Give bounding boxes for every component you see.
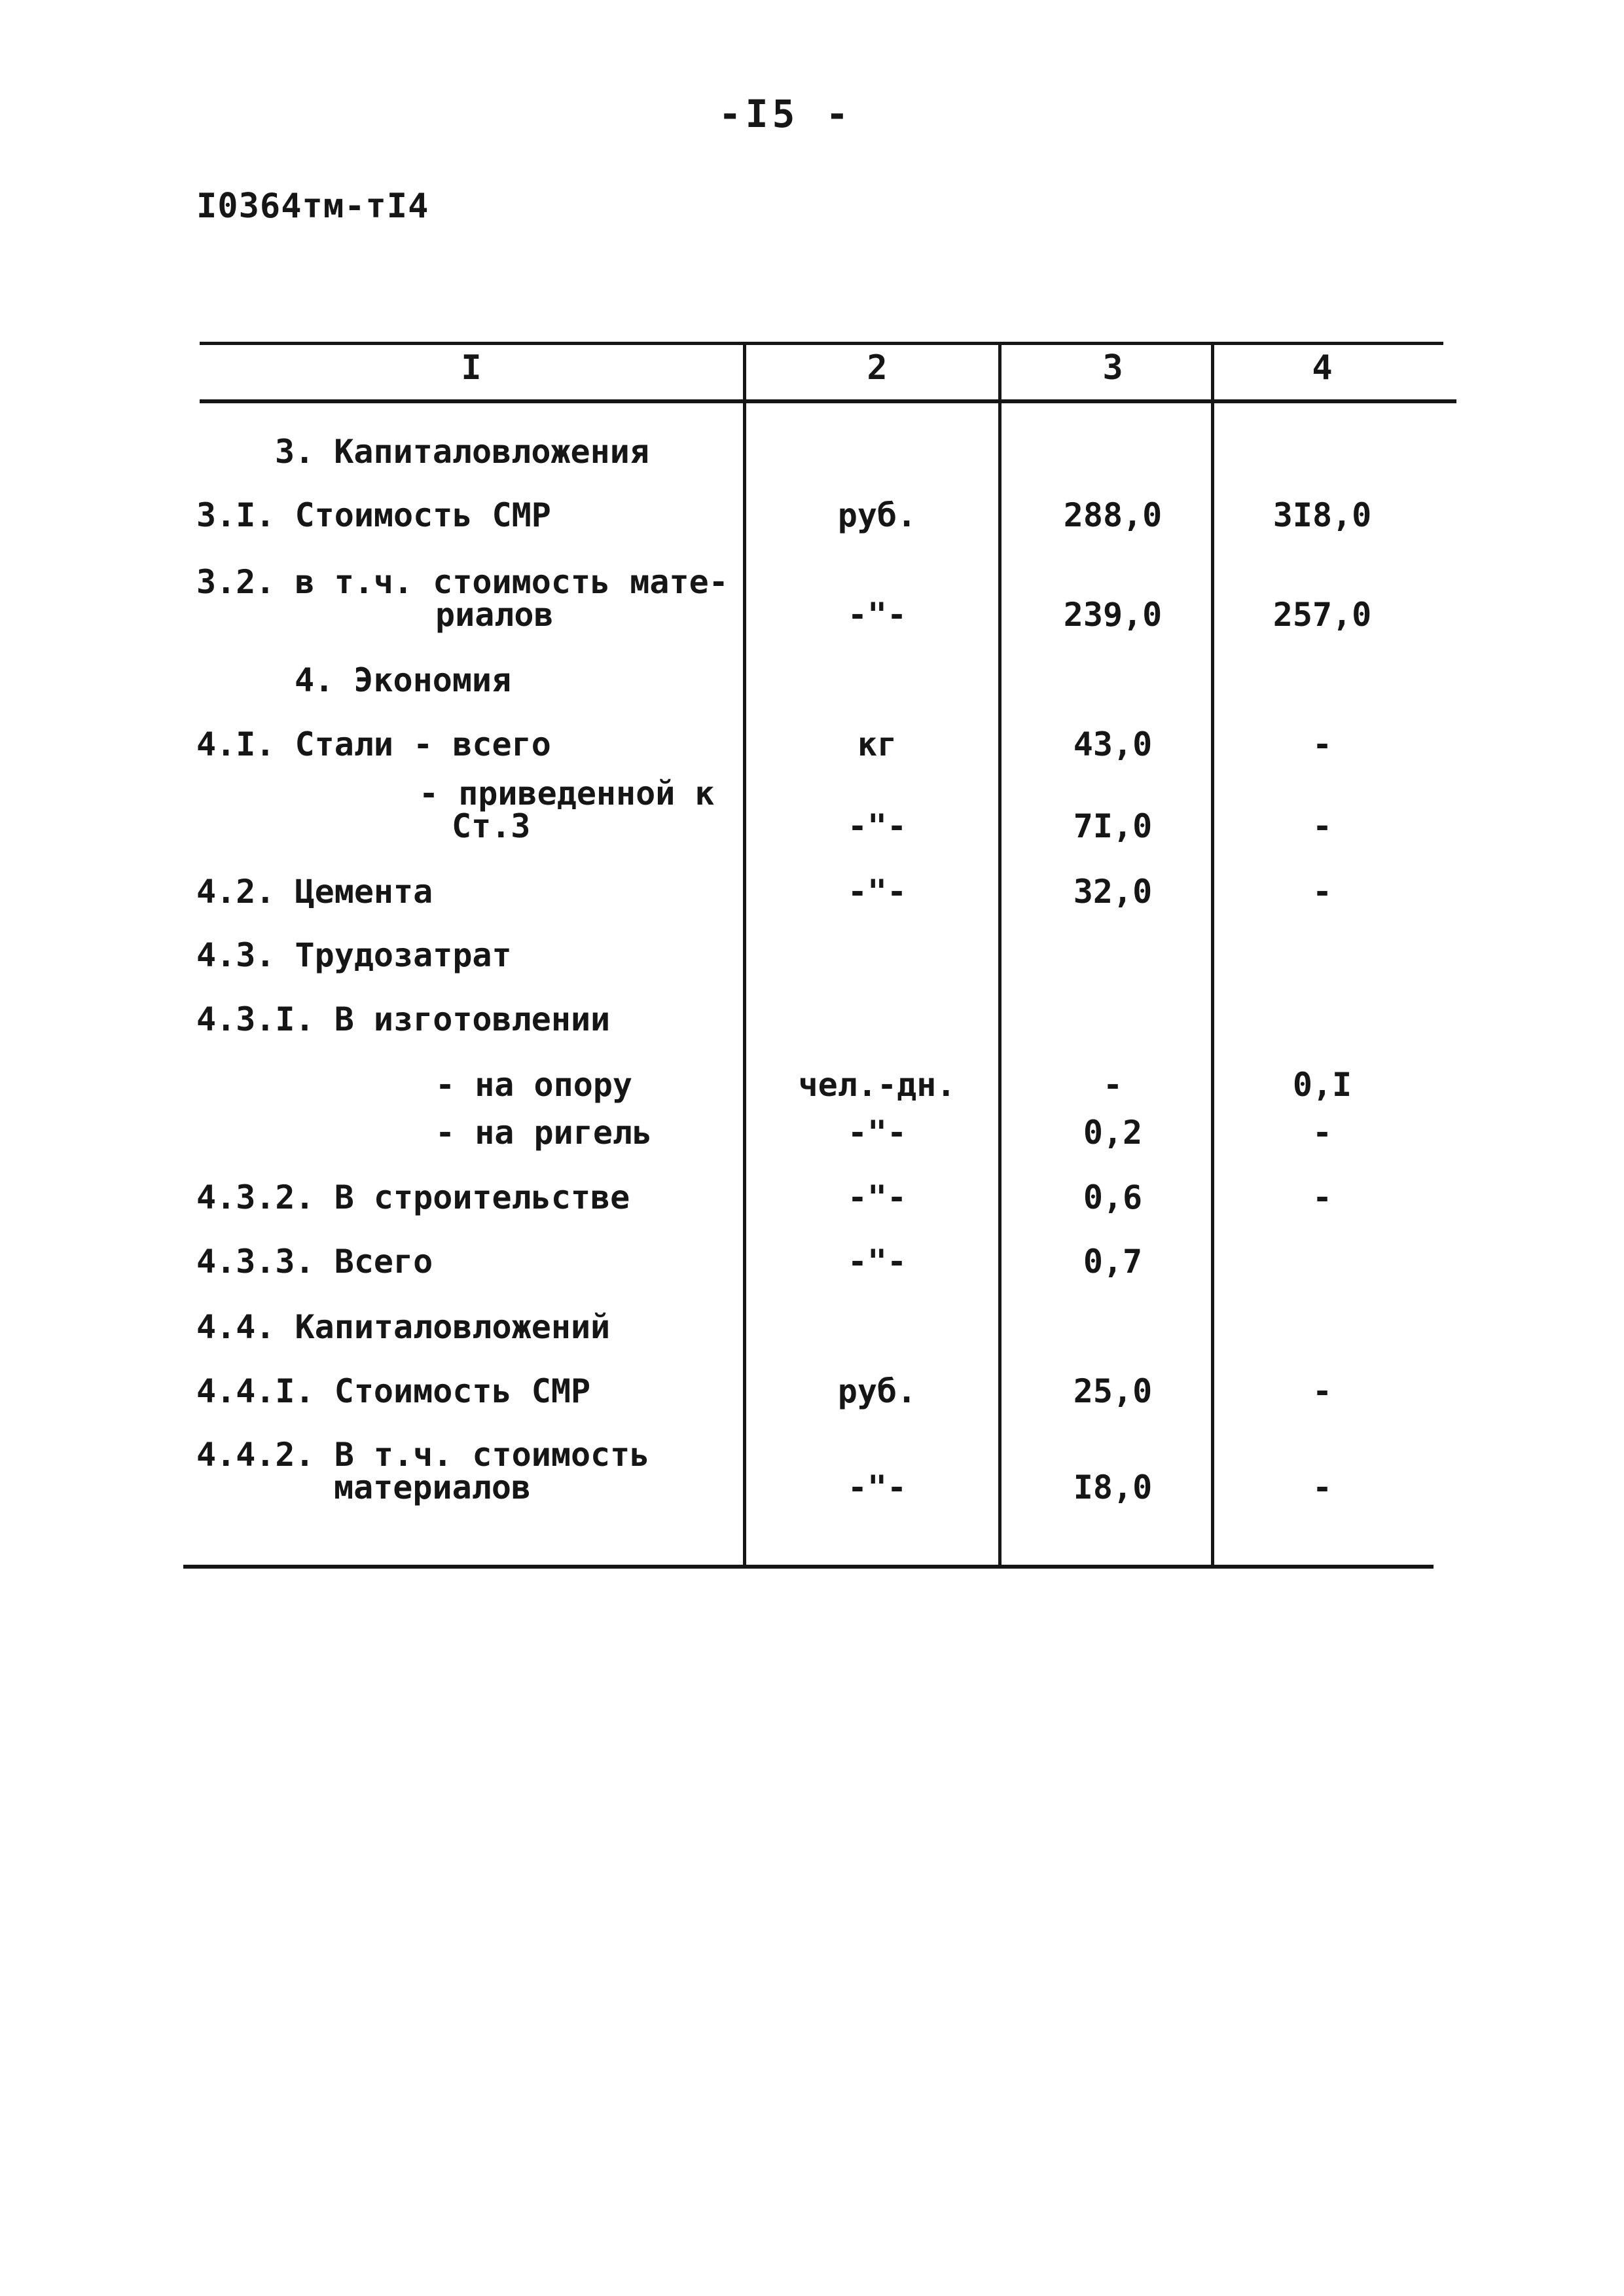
table-cell-value-3: 239,0	[1063, 596, 1163, 634]
table-row-label: 4.2. Цемента	[196, 873, 433, 911]
table-row-label: 3.I. Стоимость СМР	[196, 496, 551, 534]
table-row-label: - на ригель	[435, 1114, 653, 1152]
table-row-label: 4.3.3. Всего	[196, 1243, 433, 1281]
table-cell-value-3: 288,0	[1063, 496, 1163, 534]
table-row-label: 4.3.I. В изготовлении	[196, 1000, 611, 1038]
table-cell-value-4: -	[1312, 807, 1333, 845]
table-row-label: - на опору	[435, 1066, 633, 1104]
table-row-label: 3. Капиталовложения	[275, 433, 649, 471]
table-cell-unit: чел.-дн.	[798, 1066, 956, 1104]
page-number: -I5 -	[718, 92, 853, 136]
document-code: I0364тм-тI4	[196, 187, 429, 226]
table-cell-value-4: 3I8,0	[1272, 496, 1372, 534]
table-row-label: 4. Экономия	[295, 661, 512, 699]
table-cell-value-4: -	[1312, 1372, 1333, 1410]
table-row-label: 4.4.I. Стоимость СМР	[196, 1372, 591, 1410]
table-cell-unit: руб.	[837, 1372, 917, 1410]
table-cell-unit: -"-	[847, 1178, 907, 1216]
table-cell-value-4: -	[1312, 1468, 1333, 1506]
table-cell-value-4: -	[1312, 873, 1333, 911]
table-cell-value-3: 0,2	[1083, 1114, 1143, 1152]
table-cell-unit: -"-	[847, 1468, 907, 1506]
table-cell-unit: кг	[857, 725, 897, 763]
table-cell-value-3: 25,0	[1073, 1372, 1153, 1410]
table-cell-unit: -"-	[847, 807, 907, 845]
table-row-label: 3.2. в т.ч. стоимость мате-	[196, 563, 729, 601]
table-cell-value-4: 0,I	[1292, 1066, 1352, 1104]
header-col-4: 4	[1312, 348, 1333, 388]
table-row-label: 4.4. Капиталовложений	[196, 1308, 611, 1346]
table-bottom-rule	[183, 1565, 1434, 1569]
table-cell-unit: руб.	[837, 496, 917, 534]
table-top-rule	[200, 342, 1443, 345]
table-row-label: - приведенной к	[419, 774, 715, 812]
table-cell-value-3: 43,0	[1073, 725, 1153, 763]
table-cell-value-3: 0,7	[1083, 1243, 1143, 1281]
table-cell-value-4: 257,0	[1272, 596, 1372, 634]
table-row-label: 4.4.2. В т.ч. стоимость	[196, 1436, 650, 1474]
table-cell-value-4: -	[1312, 1114, 1333, 1152]
table-row-label-cont: материалов	[334, 1468, 532, 1506]
table-cell-value-3: -	[1102, 1066, 1123, 1104]
table-row-label: 4.3. Трудозатрат	[196, 936, 512, 974]
table-cell-value-3: 32,0	[1073, 873, 1153, 911]
table-row-label-cont: Ст.3	[452, 807, 531, 845]
table-cell-unit: -"-	[847, 1243, 907, 1281]
table-header-rule	[200, 399, 1456, 403]
table-row-label: 4.I. Стали - всего	[196, 725, 551, 763]
table-cell-value-4: -	[1312, 1178, 1333, 1216]
table-cell-value-3: 0,6	[1083, 1178, 1143, 1216]
table-cell-unit: -"-	[847, 1114, 907, 1152]
header-col-1: I	[461, 348, 482, 388]
header-col-2: 2	[867, 348, 888, 388]
table-cell-value-3: I8,0	[1073, 1468, 1153, 1506]
table-cell-unit: -"-	[847, 596, 907, 634]
table-row-label-cont: риалов	[435, 596, 554, 634]
column-divider-1	[743, 342, 746, 1566]
table-cell-value-3: 7I,0	[1073, 807, 1153, 845]
table-cell-value-4: -	[1312, 725, 1333, 763]
header-col-3: 3	[1102, 348, 1123, 388]
table-cell-unit: -"-	[847, 873, 907, 911]
table-row-label: 4.3.2. В строительстве	[196, 1178, 630, 1216]
